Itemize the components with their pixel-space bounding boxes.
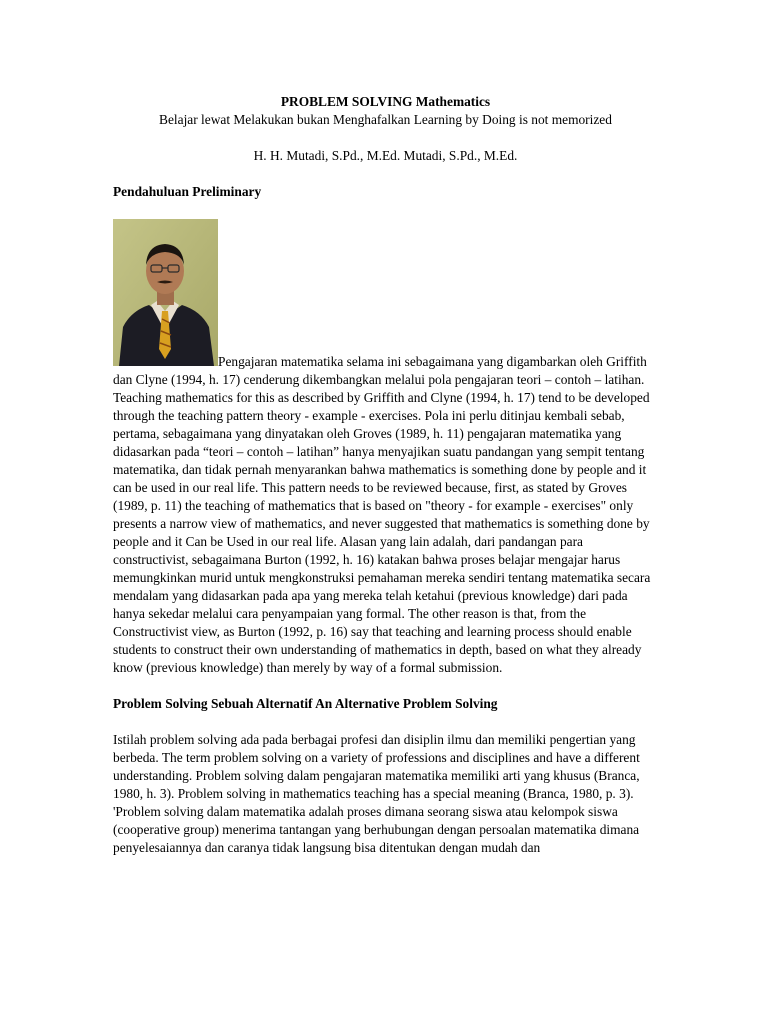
author-portrait-icon — [113, 219, 218, 366]
section-preliminary-paragraph — [113, 219, 658, 677]
document-authors: H. H. Mutadi, S.Pd., M.Ed. Mutadi, S.Pd., M.Ed. — [253, 148, 518, 163]
document-subtitle: Belajar lewat Melakukan bukan Menghafalkan Learning by Doing is not memorized — [159, 112, 612, 127]
document-page — [113, 93, 658, 857]
section-alternative-paragraph: Istilah problem solving ada pada berbagai profesi dan disiplin ilmu dan memiliki pengertian yang berbeda. The term problem solving on a variety of professions and disciplines and have a different understanding. Problem solving dalam pengajaran matematika memiliki arti yang khusus (Branca, 1980, h. 3). Problem solving in mathematics teaching has a special meaning (Branca, 1980, p. 3). 'Problem solving dalam matematika adalah proses dimana seorang siswa atau kelompok siswa (cooperative group) menerima tantangan yang berhubungan dengan persoalan matematika dimana penyelesaiannya dan caranya tidak langsung bisa ditentukan dengan mudah dan — [113, 732, 640, 855]
section-preliminary — [113, 219, 658, 677]
section-heading-alternative: Problem Solving Sebuah Alternatif An Alternative Problem Solving — [113, 696, 498, 711]
section-preliminary-text: Pengajaran matematika selama ini sebagaimana yang digambarkan oleh Griffith dan Clyne (1994, h. 17) cenderung dikembangkan melalui pola pengajaran teori – contoh – latihan. Teaching mathematics for this as described by Griffith and Clyne (1994, h. 17) tend to be developed through the teaching pattern theory - example - exercises. Pola ini perlu ditinjau kembali sebab, pertama, sebagaimana yang dinyatakan oleh Groves (1989, h. 11) pengajaran matematika yang didasarkan pada “teori – contoh – latihan” hanya menyajikan suatu pandangan yang sempit tentang matematika, dan tidak pernah menyarankan bahwa mathematics is something done by people and it can be used in our real life. This pattern needs to be reviewed because, first, as stated by Groves (1989, p. 11) the teaching of mathematics that is based on "theory - for example - exercises" only presents a narrow view of mathematics, and never suggested that mathematics is something done by people and it Can be Used in our real life. Alasan yang lain adalah, dari pandangan para constructivist, sebagaimana Burton (1992, h. 16) katakan bahwa proses belajar mengajar harus memungkinkan murid untuk mengkonstruksi pemahaman mereka sendiri tentang matematika secara mendalam yang didasarkan pada apa yang mereka telah ketahui (previous knowledge) dari pada hanya sekedar melalui cara penyampaian yang formal. The other reason is that, from the Constructivist view, as Burton (1992, p. 16) say that teaching and learning process should enable students to construct their own understanding of mathematics in depth, based on what they already know (previous knowledge) than merely by way of a formal submission. — [113, 354, 651, 675]
section-heading-preliminary: Pendahuluan Preliminary — [113, 184, 262, 199]
author-photo — [113, 219, 218, 366]
document-title: PROBLEM SOLVING Mathematics — [280, 94, 491, 109]
